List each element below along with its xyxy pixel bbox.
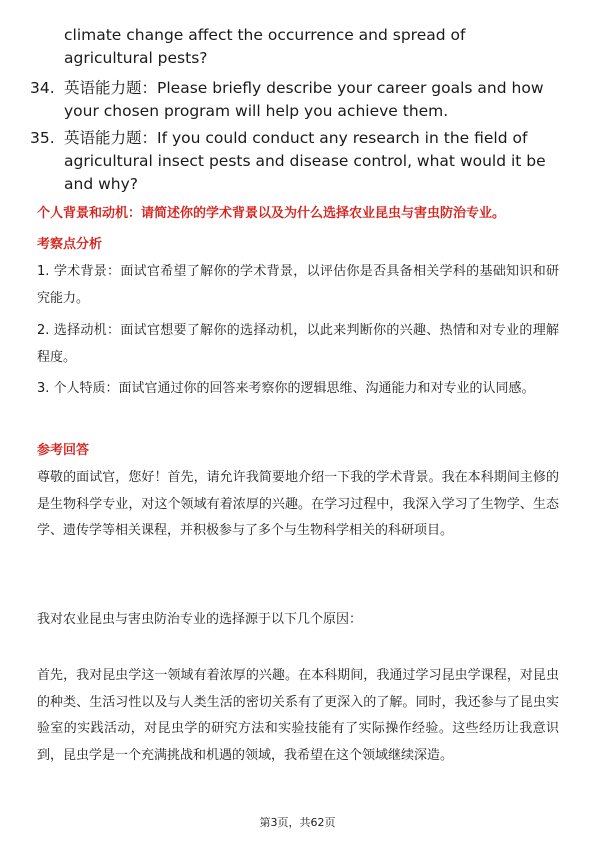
- question-text: 英语能力题：Please briefly describe your career goals and how your chosen program will help you achieve them.: [64, 79, 544, 120]
- answer-paragraph: 尊敬的面试官，您好！首先，请允许我简要地介绍一下我的学术背景。我在本科期间主修的是生物科学专业，对这个领域有着浓厚的兴趣。在学习过程中，我深入学习了生物学、生态学、遗传学等相关课程，并积极参与了多个与生物科学相关的科研项目。: [37, 470, 559, 538]
- answer-heading: 参考回答: [37, 443, 90, 458]
- question-number: 35.: [30, 129, 55, 147]
- analysis-point: 3. 个人特质：面试官通过你的回答来考察你的逻辑思维、沟通能力和对专业的认同感。: [37, 381, 535, 396]
- question-number: 34.: [30, 79, 55, 97]
- analysis-point: 2. 选择动机：面试官想要了解你的选择动机，以此来判断你的兴趣、热情和对专业的理解程度。: [37, 323, 559, 365]
- answer-paragraph: 我对农业昆虫与害虫防治专业的选择源于以下几个原因：: [37, 612, 363, 627]
- question-text: 英语能力题：If you could conduct any research in the field of agricultural insect pests and disease control, what would it be and why?: [64, 129, 546, 193]
- section-title: 个人背景和动机：请简述你的学术背景以及为什么选择农业昆虫与害虫防治专业。: [37, 206, 506, 221]
- answer-paragraph: 首先，我对昆虫学这一领域有着浓厚的兴趣。在本科期间，我通过学习昆虫学课程，对昆虫的种类、生活习性以及与人类生活的密切关系有了更深入的了解。同时，我还参与了昆虫实验室的实践活动，对昆虫学的研究方法和实验技能有了实际操作经验。这些经历让我意识到，昆虫学是一个充满挑战和机遇的领域，我希望在这个领域继续深造。: [37, 668, 559, 763]
- question-34: [30, 77, 556, 123]
- analysis-heading: 考察点分析: [37, 237, 103, 252]
- question-35: [30, 127, 556, 196]
- page-footer: 第3页，共62页: [259, 816, 336, 829]
- analysis-point: 1. 学术背景：面试官希望了解你的学术背景，以评估你是否具备相关学科的基础知识和研究能力。: [37, 264, 559, 306]
- question-33-continuation: climate change affect the occurrence and spread of agricultural pests?: [64, 26, 466, 67]
